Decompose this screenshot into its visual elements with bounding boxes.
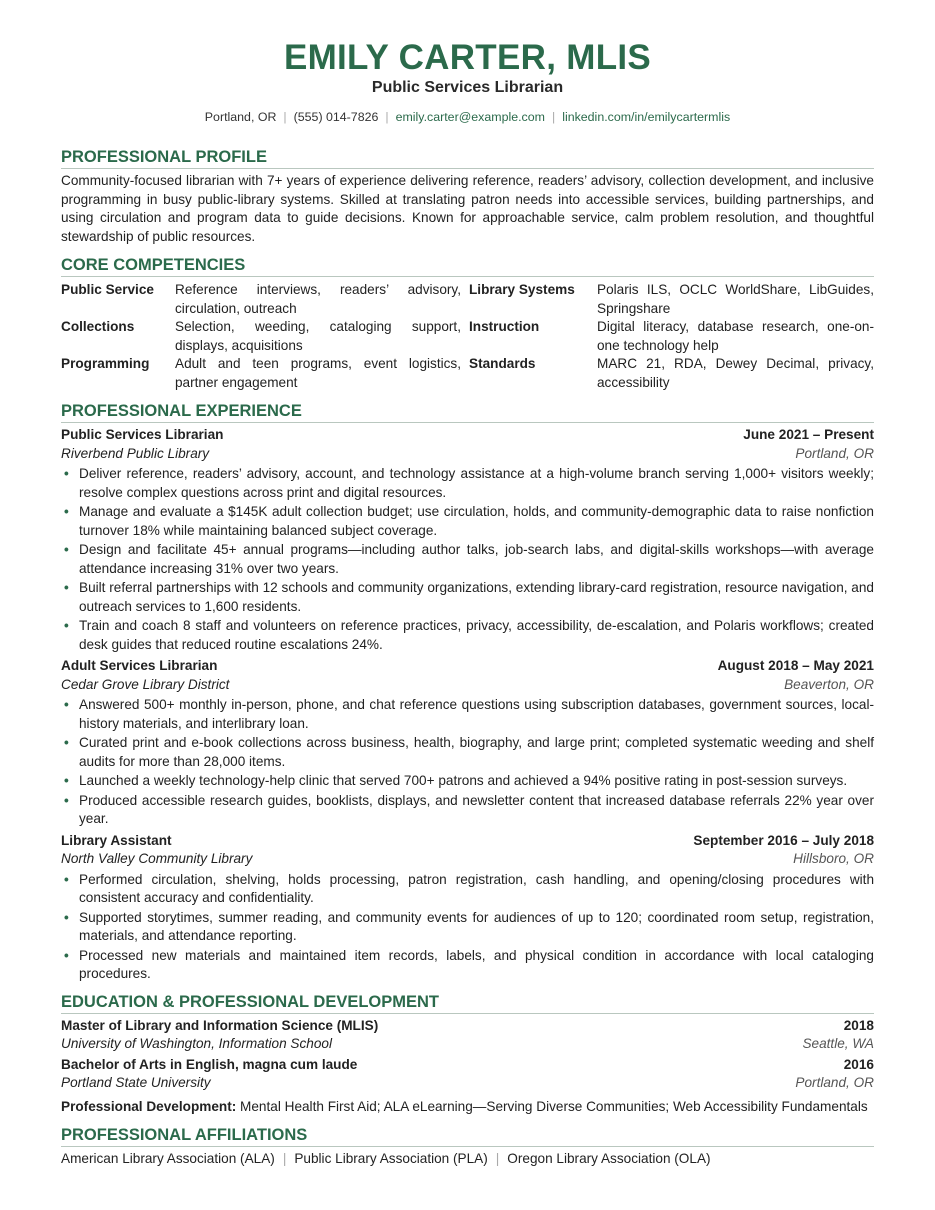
degree-school: Portland State University [61, 1075, 211, 1090]
job-location: Portland, OR [795, 445, 874, 461]
degree-header [61, 1056, 874, 1075]
competency-label: Programming [61, 356, 150, 371]
degree-subheader [61, 1035, 874, 1054]
job-dates: June 2021 – Present [743, 427, 874, 442]
professional-development [61, 1098, 874, 1117]
job-organization: Cedar Grove Library District [61, 676, 230, 692]
affiliation-separator: | [282, 1151, 287, 1166]
job-organization: North Valley Community Library [61, 851, 253, 866]
job-header [61, 426, 874, 445]
job-bullets [61, 871, 874, 984]
job-entry [61, 832, 874, 984]
job-header [61, 832, 874, 851]
contact-email-link[interactable]: emily.carter@example.com [395, 110, 545, 124]
competency-value: Digital literacy, database research, one-on-one technology help [597, 319, 874, 353]
bullet-item: • Performed circulation, shelving, holds processing, patron registration, cash handling, and opening/closing procedures with consistent accuracy and confidentiality. [61, 871, 874, 908]
affiliation-separator: | [495, 1151, 500, 1166]
affiliation-item: American Library Association (ALA) [61, 1151, 275, 1166]
job-title: Public Services Librarian [61, 427, 224, 442]
bullet-item: • Deliver reference, readers’ advisory, account, and technology assistance at a high-volume branch serving 1,000+ visitors weekly; resolve complex questions across print and digital resources. [61, 465, 874, 502]
contact-location: Portland, OR [204, 110, 277, 124]
experience-section [61, 401, 874, 984]
bullet-item: • Supported storytimes, summer reading, and community events for audiences of up to 120; coordinated room setup, registration, materials, and attendance reporting. [61, 909, 874, 946]
pd-label: Professional Development: [61, 1098, 237, 1114]
contact-linkedin-link[interactable]: linkedin.com/in/emilycartermlis [562, 110, 731, 124]
competencies-section [61, 255, 874, 392]
job-location: Beaverton, OR [784, 676, 874, 692]
degree-entry [61, 1056, 874, 1093]
job-dates: September 2016 – July 2018 [693, 832, 874, 848]
contact-line [61, 109, 874, 125]
bullet-item: • Manage and evaluate a $145K adult collection budget; use circulation, holds, and community-demographic data to raise nonfiction turnover 18% while maintaining balanced subject coverage. [61, 503, 874, 540]
bullet-item: • Design and facilitate 45+ annual programs—including author talks, job-search labs, and digital-skills workshops—with average attendance increasing 31% over two years. [61, 541, 874, 578]
affiliation-item: Public Library Association (PLA) [294, 1151, 488, 1166]
affiliations-section [61, 1125, 874, 1169]
competency-label: Library Systems [469, 282, 575, 297]
bullet-item: • Curated print and e-book collections across business, health, biography, and large print; completed systematic weeding and shelf audits for more than 28,000 items. [61, 734, 874, 771]
contact-separator: | [385, 110, 389, 124]
bullet-item: • Train and coach 8 staff and volunteers on reference practices, privacy, accessibility, de-escalation, and Polaris workflows; created desk guides that reduced routine escalations 24%. [61, 617, 874, 654]
job-bullets [61, 696, 874, 829]
profile-section [61, 147, 874, 246]
section-heading-experience: PROFESSIONAL EXPERIENCE [61, 401, 874, 423]
contact-separator: | [551, 110, 556, 124]
degree-year: 2016 [843, 1056, 874, 1072]
contact-separator: | [283, 110, 287, 124]
degree-entry [61, 1017, 874, 1054]
contact-phone: (555) 014-7826 [293, 110, 379, 124]
degree-subheader [61, 1074, 874, 1093]
section-heading-affiliations: PROFESSIONAL AFFILIATIONS [61, 1125, 874, 1147]
competency-label: Collections [61, 319, 135, 334]
job-dates: August 2018 – May 2021 [717, 658, 874, 673]
degree-location: Portland, OR [795, 1075, 874, 1090]
job-subheader [61, 676, 874, 695]
bullet-item: • Processed new materials and maintained item records, labels, and physical condition in accordance with local cataloging procedures. [61, 947, 874, 984]
degree-header [61, 1017, 874, 1036]
job-subheader [61, 850, 874, 869]
competencies-grid [61, 281, 874, 392]
job-entry [61, 657, 874, 829]
competency-label: Public Service [61, 282, 154, 297]
competency-value: Adult and teen programs, event logistics, partner engagement [175, 356, 461, 390]
competency-value: Reference interviews, readers’ advisory, circulation, outreach [175, 282, 461, 316]
degree-name: Bachelor of Arts in English, magna cum laude [61, 1056, 358, 1072]
degree-location: Seattle, WA [802, 1036, 874, 1051]
section-heading-competencies: CORE COMPETENCIES [61, 255, 874, 277]
job-header [61, 657, 874, 676]
bullet-item: • Answered 500+ monthly in-person, phone, and chat reference questions using subscription databases, government sources, local-history materials, and interlibrary loan. [61, 696, 874, 733]
bullet-item: • Built referral partnerships with 12 schools and community organizations, extending library-card registration, resource navigation, and outreach services to 1,600 residents. [61, 579, 874, 616]
competency-label: Standards [469, 356, 536, 371]
bullet-item: • Produced accessible research guides, booklists, displays, and newsletter content that increased database referrals 22% year over year. [61, 792, 874, 829]
competency-value: Polaris ILS, OCLC WorldShare, LibGuides, Springshare [597, 282, 874, 316]
bullet-item: • Launched a weekly technology-help clinic that served 700+ patrons and achieved a 94% positive rating in post-session surveys. [61, 772, 874, 791]
competency-value: MARC 21, RDA, Dewey Decimal, privacy, accessibility [597, 356, 874, 390]
job-organization: Riverbend Public Library [61, 445, 210, 461]
degree-name: Master of Library and Information Science (MLIS) [61, 1017, 379, 1033]
header [61, 38, 874, 125]
candidate-name: EMILY CARTER, MLIS [283, 38, 652, 77]
degree-school: University of Washington, Information School [61, 1036, 332, 1051]
job-location: Hillsboro, OR [793, 851, 874, 866]
degree-year: 2018 [843, 1017, 874, 1033]
job-entry [61, 426, 874, 654]
job-title: Adult Services Librarian [61, 658, 218, 673]
profile-text: Community-focused librarian with 7+ years of experience delivering reference, readers’ advisory, collection development, and inclusive programming in busy public-library systems. Skilled at translating patron needs into accessible services, building partnerships, and using circulation and program data to guide decisions. Known for approachable service, calm problem resolution, and thoughtful stewardship of public resources. [61, 173, 874, 244]
candidate-title: Public Services Librarian [371, 79, 564, 96]
section-heading-education: EDUCATION & PROFESSIONAL DEVELOPMENT [61, 992, 874, 1014]
job-bullets [61, 465, 874, 654]
competency-value: Selection, weeding, cataloging support, displays, acquisitions [175, 319, 461, 353]
competency-label: Instruction [469, 319, 540, 334]
affiliation-item: Oregon Library Association (OLA) [507, 1151, 711, 1166]
section-heading-profile: PROFESSIONAL PROFILE [61, 147, 874, 169]
education-section [61, 992, 874, 1117]
job-title: Library Assistant [61, 832, 172, 848]
affiliations-list [61, 1150, 874, 1169]
pd-text: Mental Health First Aid; ALA eLearning—Serving Diverse Communities; Web Accessibility Fundamentals [240, 1098, 868, 1114]
job-subheader [61, 445, 874, 464]
